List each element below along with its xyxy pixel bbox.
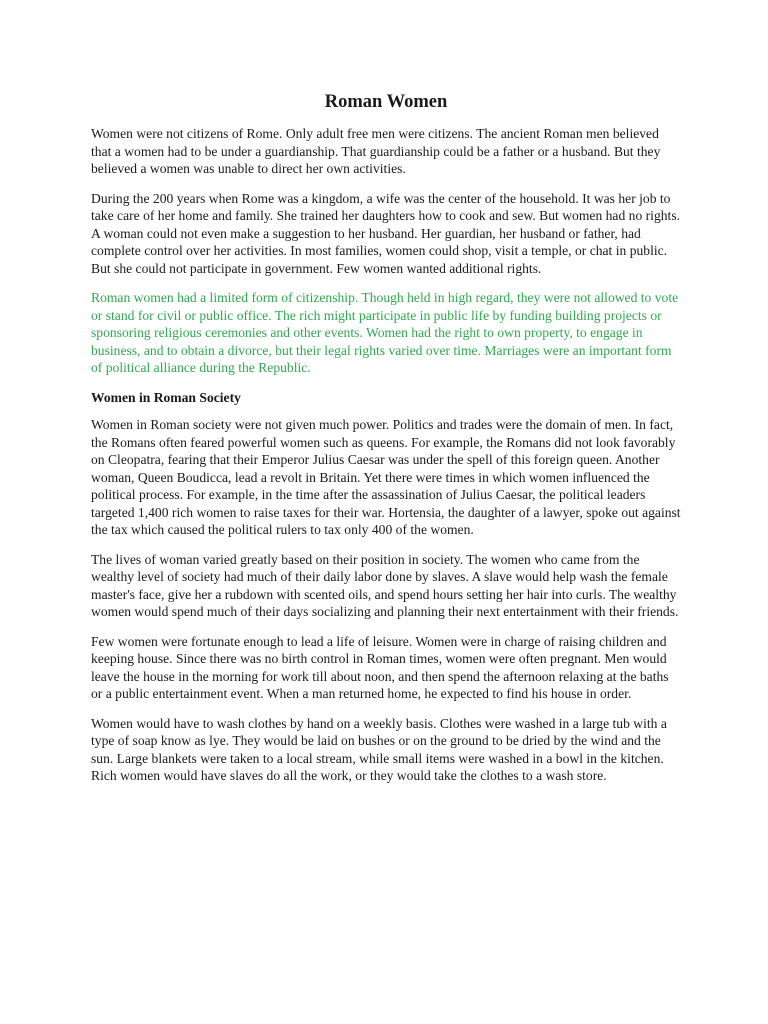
- document-title: Roman Women: [324, 92, 448, 112]
- section-paragraph-2: The lives of woman varied greatly based on their position in society. The women who came from the wealthy level of society had much of their daily labor done by slaves. A slave would help wash the female master's face, give her a rubdown with scented oils, and spend hours setting her hair into curls. The wealthy women would spend much of their days socializing and planning their next entertainment with their friends.: [91, 551, 679, 619]
- highlighted-paragraph: Roman women had a limited form of citizenship. Though held in high regard, they were not allowed to vote or stand for civil or public office. The rich might participate in public life by funding building projects or sponsoring religious ceremonies and other events. Women had the right to own property, to engage in business, and to obtain a divorce, but their legal rights varied over time. Marriages were an important form of political alliance during the Republic.: [91, 290, 679, 375]
- intro-paragraph-2: During the 200 years when Rome was a kingdom, a wife was the center of the household. It was her job to take care of her home and family. She trained her daughters how to cook and sew. But women had no rights. A woman could not even make a suggestion to her husband. Her guardian, her husband or father, had complete control over her activities. In most families, women could shop, visit a temple, or chat in public. But she could not participate in government. Few women wanted additional rights.: [91, 190, 681, 276]
- section-paragraph-3: Few women were fortunate enough to lead a life of leisure. Women were in charge of raising children and keeping house. Since there was no birth control in Roman times, women were often pregnant. Men would leave the house in the morning for work till about noon, and then spend the afternoon relaxing at the baths or a public entertainment event. When a man returned home, he expected to find his house in order.: [91, 633, 669, 701]
- intro-paragraph-1: Women were not citizens of Rome. Only adult free men were citizens. The ancient Roman men believed that a women had to be under a guardianship. That guardianship could be a father or a husband. But they believed a women was unable to direct her own activities.: [91, 126, 661, 176]
- section-paragraph-4: Women would have to wash clothes by hand on a weekly basis. Clothes were washed in a large tub with a type of soap know as lye. They would be laid on bushes or on the ground to be dried by the wind and the sun. Large blankets were taken to a local stream, while small items were washed in a bowl in the kitchen. Rich women would have slaves do all the work, or they would take the clothes to a wash store.: [91, 715, 667, 783]
- document-page: [91, 90, 681, 797]
- section-heading: Women in Roman Society: [91, 389, 241, 405]
- section-paragraph-1: Women in Roman society were not given much power. Politics and trades were the domain of men. In fact, the Romans often feared powerful women such as queens. For example, the Romans did not look favorably on Cleopatra, fearing that their Emperor Julius Caesar was under the spell of this foreign queen. Another woman, Queen Boudicca, lead a revolt in Britain. Yet there were times in which women influenced the political process. For example, in the time after the assassination of Julius Caesar, the political leaders targeted 1,400 rich women to raise taxes for their war. Hortensia, the daughter of a lawyer, spoke out against the tax which caused the political rulers to tax only 400 of the women.: [91, 417, 681, 537]
